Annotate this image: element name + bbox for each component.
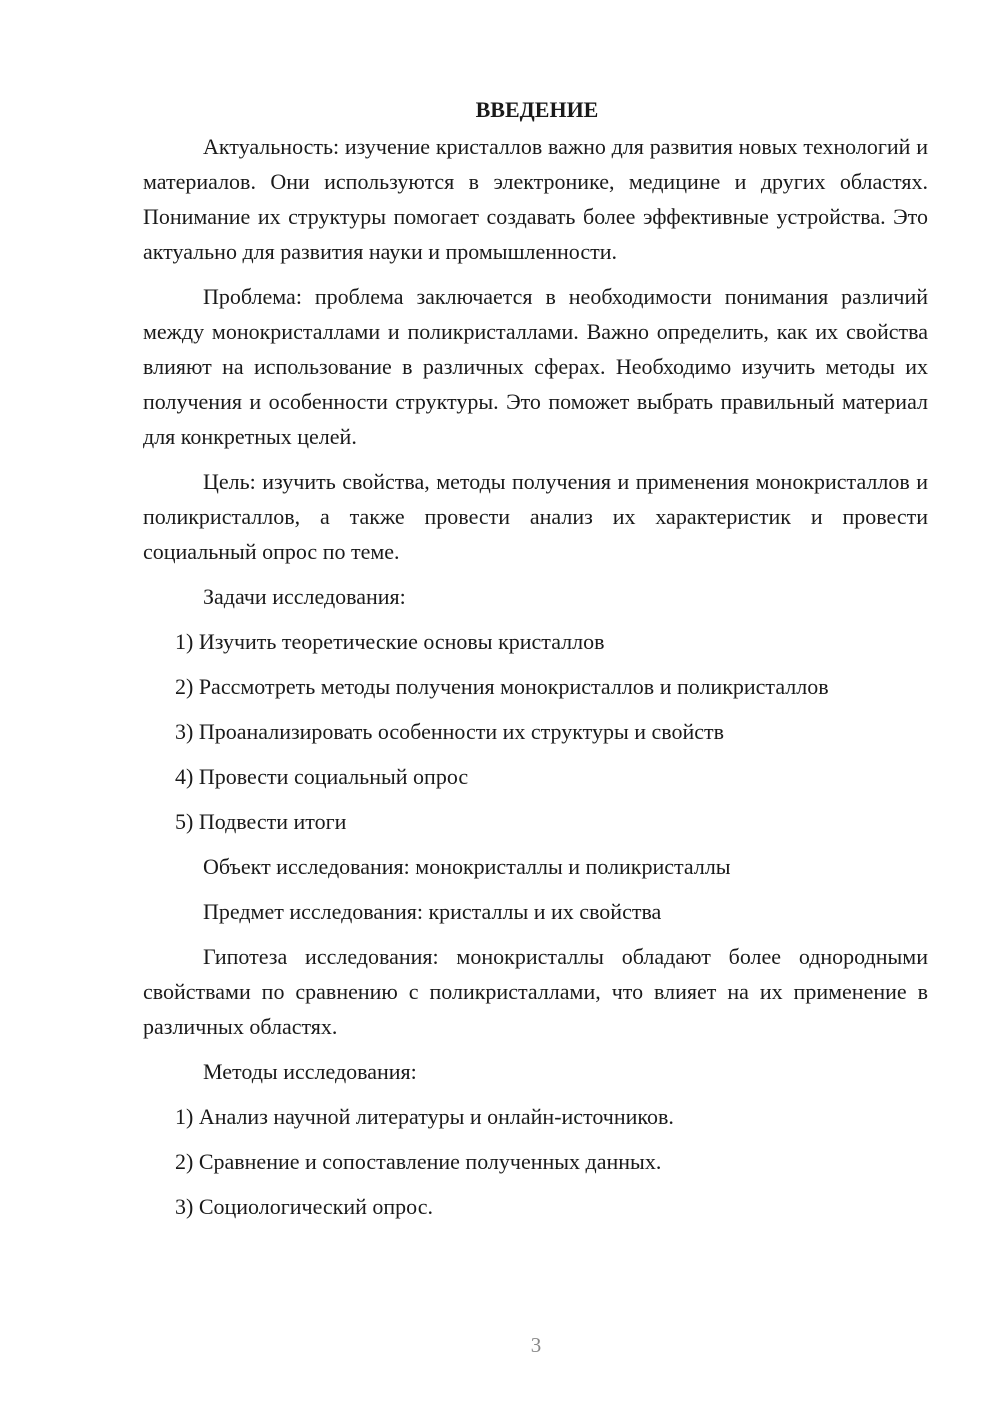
subject-line: Предмет исследования: кристаллы и их свойства [203, 899, 662, 924]
methods-heading: Методы исследования: [203, 1059, 417, 1084]
problem-paragraph: Проблема: проблема заключается в необходимости понимания различий между монокристаллами и поликристаллами. Важно определить, как их свойства влияют на использование в различных сферах. Необходимо изучить методы их получения и особенности структуры. Это поможет выбрать правильный материал для конкретных целей. [143, 284, 928, 449]
method-item: 2) Сравнение и сопоставление полученных данных. [175, 1149, 662, 1174]
task-item: 2) Рассмотреть методы получения монокристаллов и поликристаллов [175, 674, 829, 699]
relevance-paragraph: Актуальность: изучение кристаллов важно для развития новых технологий и материалов. Они используются в электронике, медицине и других областях. Понимание их структуры помогает создавать более эффективные устройства. Это актуально для развития науки и промышленности. [143, 134, 928, 264]
task-item: 4) Провести социальный опрос [175, 764, 469, 789]
page-number: 3 [530, 1333, 542, 1357]
goal-paragraph: Цель: изучить свойства, методы получения и применения монокристаллов и поликристаллов, а также провести анализ их характеристик и провести социальный опрос по теме. [143, 469, 928, 564]
object-line: Объект исследования: монокристаллы и поликристаллы [203, 854, 731, 879]
task-item: 5) Подвести итоги [175, 809, 347, 834]
task-item: 3) Проанализировать особенности их структуры и свойств [175, 719, 725, 744]
page-title: ВВЕДЕНИЕ [475, 97, 599, 122]
method-item: 3) Социологический опрос. [175, 1194, 433, 1219]
task-item: 1) Изучить теоретические основы кристаллов [175, 629, 605, 654]
tasks-heading: Задачи исследования: [203, 584, 406, 609]
document-page [143, 92, 928, 1234]
method-item: 1) Анализ научной литературы и онлайн-источников. [175, 1104, 674, 1129]
hypothesis-paragraph: Гипотеза исследования: монокристаллы обладают более однородными свойствами по сравнению с поликристаллами, что влияет на их применение в различных областях. [143, 944, 928, 1039]
